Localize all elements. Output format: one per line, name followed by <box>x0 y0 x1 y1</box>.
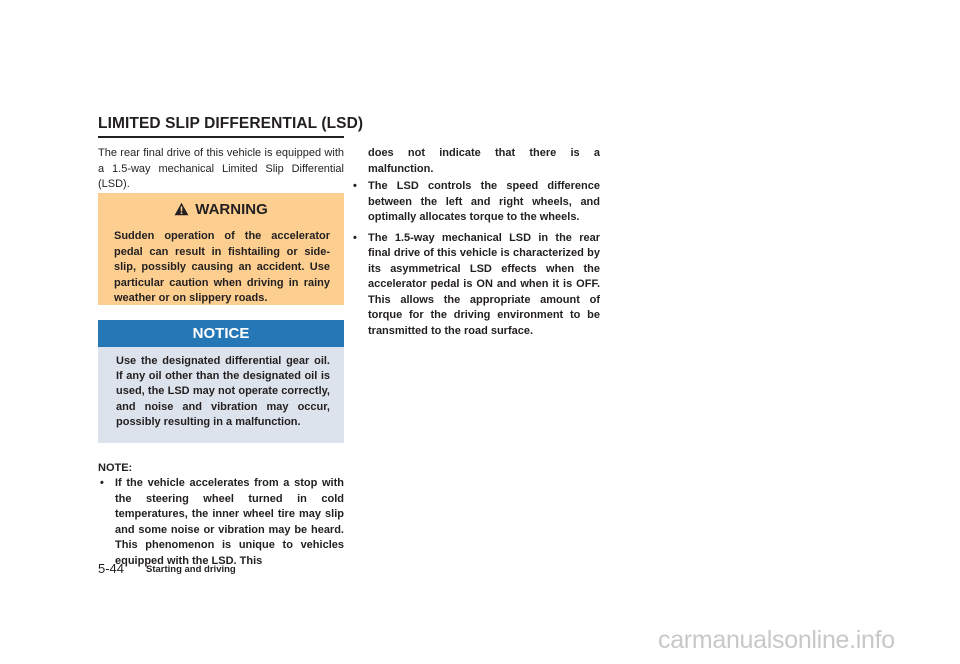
warning-text: Sudden operation of the accelerator pedal can result in fishtailing or side-slip, possibly causing an accident. Use particular caution when driving in rainy weather or on slippery roads. <box>114 230 330 304</box>
watermark: carmanualsonline.info <box>658 626 895 654</box>
note-item-2: The LSD controls the speed difference between the left and right wheels, and optimally allocates torque to the wheels. <box>368 180 600 223</box>
notice-box <box>98 320 344 443</box>
warning-heading <box>98 201 344 218</box>
page-number: 5-44 <box>98 561 125 576</box>
list-item <box>98 476 344 569</box>
notice-heading: NOTICE <box>98 320 344 347</box>
notice-text: Use the designated differential gear oil. If any oil other than the designated oil is used, the LSD may not operate correctly, and noise and vibration may occur, possibly resulting in a malfunction. <box>116 355 330 428</box>
note-item-1-continued: does not indicate that there is a malfunction. <box>368 147 600 175</box>
section-title: LIMITED SLIP DIFFERENTIAL (LSD) <box>98 115 364 132</box>
title-underline <box>98 136 344 138</box>
warning-heading-label: WARNING <box>195 201 268 218</box>
bullet-icon: • <box>100 477 104 489</box>
warning-box <box>98 193 344 305</box>
note-label: NOTE: <box>98 462 133 474</box>
note-item-1-start: If the vehicle accelerates from a stop with the steering wheel turned in cold temperatures, the inner wheel tire may slip and some noise or vibration may be heard. This phenomenon is unique to vehicles equipped with the LSD. This <box>115 477 344 567</box>
intro-paragraph: The rear final drive of this vehicle is equipped with a 1.5-way mechanical Limited Slip Differential (LSD). <box>98 147 344 190</box>
note-list-right <box>351 179 600 344</box>
note-list-left <box>98 476 344 569</box>
bullet-icon: • <box>353 231 357 244</box>
chapter-title: Starting and driving <box>146 564 236 575</box>
list-item <box>351 231 600 340</box>
warning-triangle-icon <box>174 202 189 216</box>
bullet-icon: • <box>353 180 357 192</box>
list-item <box>351 179 600 226</box>
note-item-3: The 1.5-way mechanical LSD in the rear final drive of this vehicle is characterized by its asymmetrical LSD effects when the accelerator pedal is ON and when it is OFF. This allows the appropriate amount of torque for the driving environment to be transmitted to the road surface. <box>368 231 600 337</box>
